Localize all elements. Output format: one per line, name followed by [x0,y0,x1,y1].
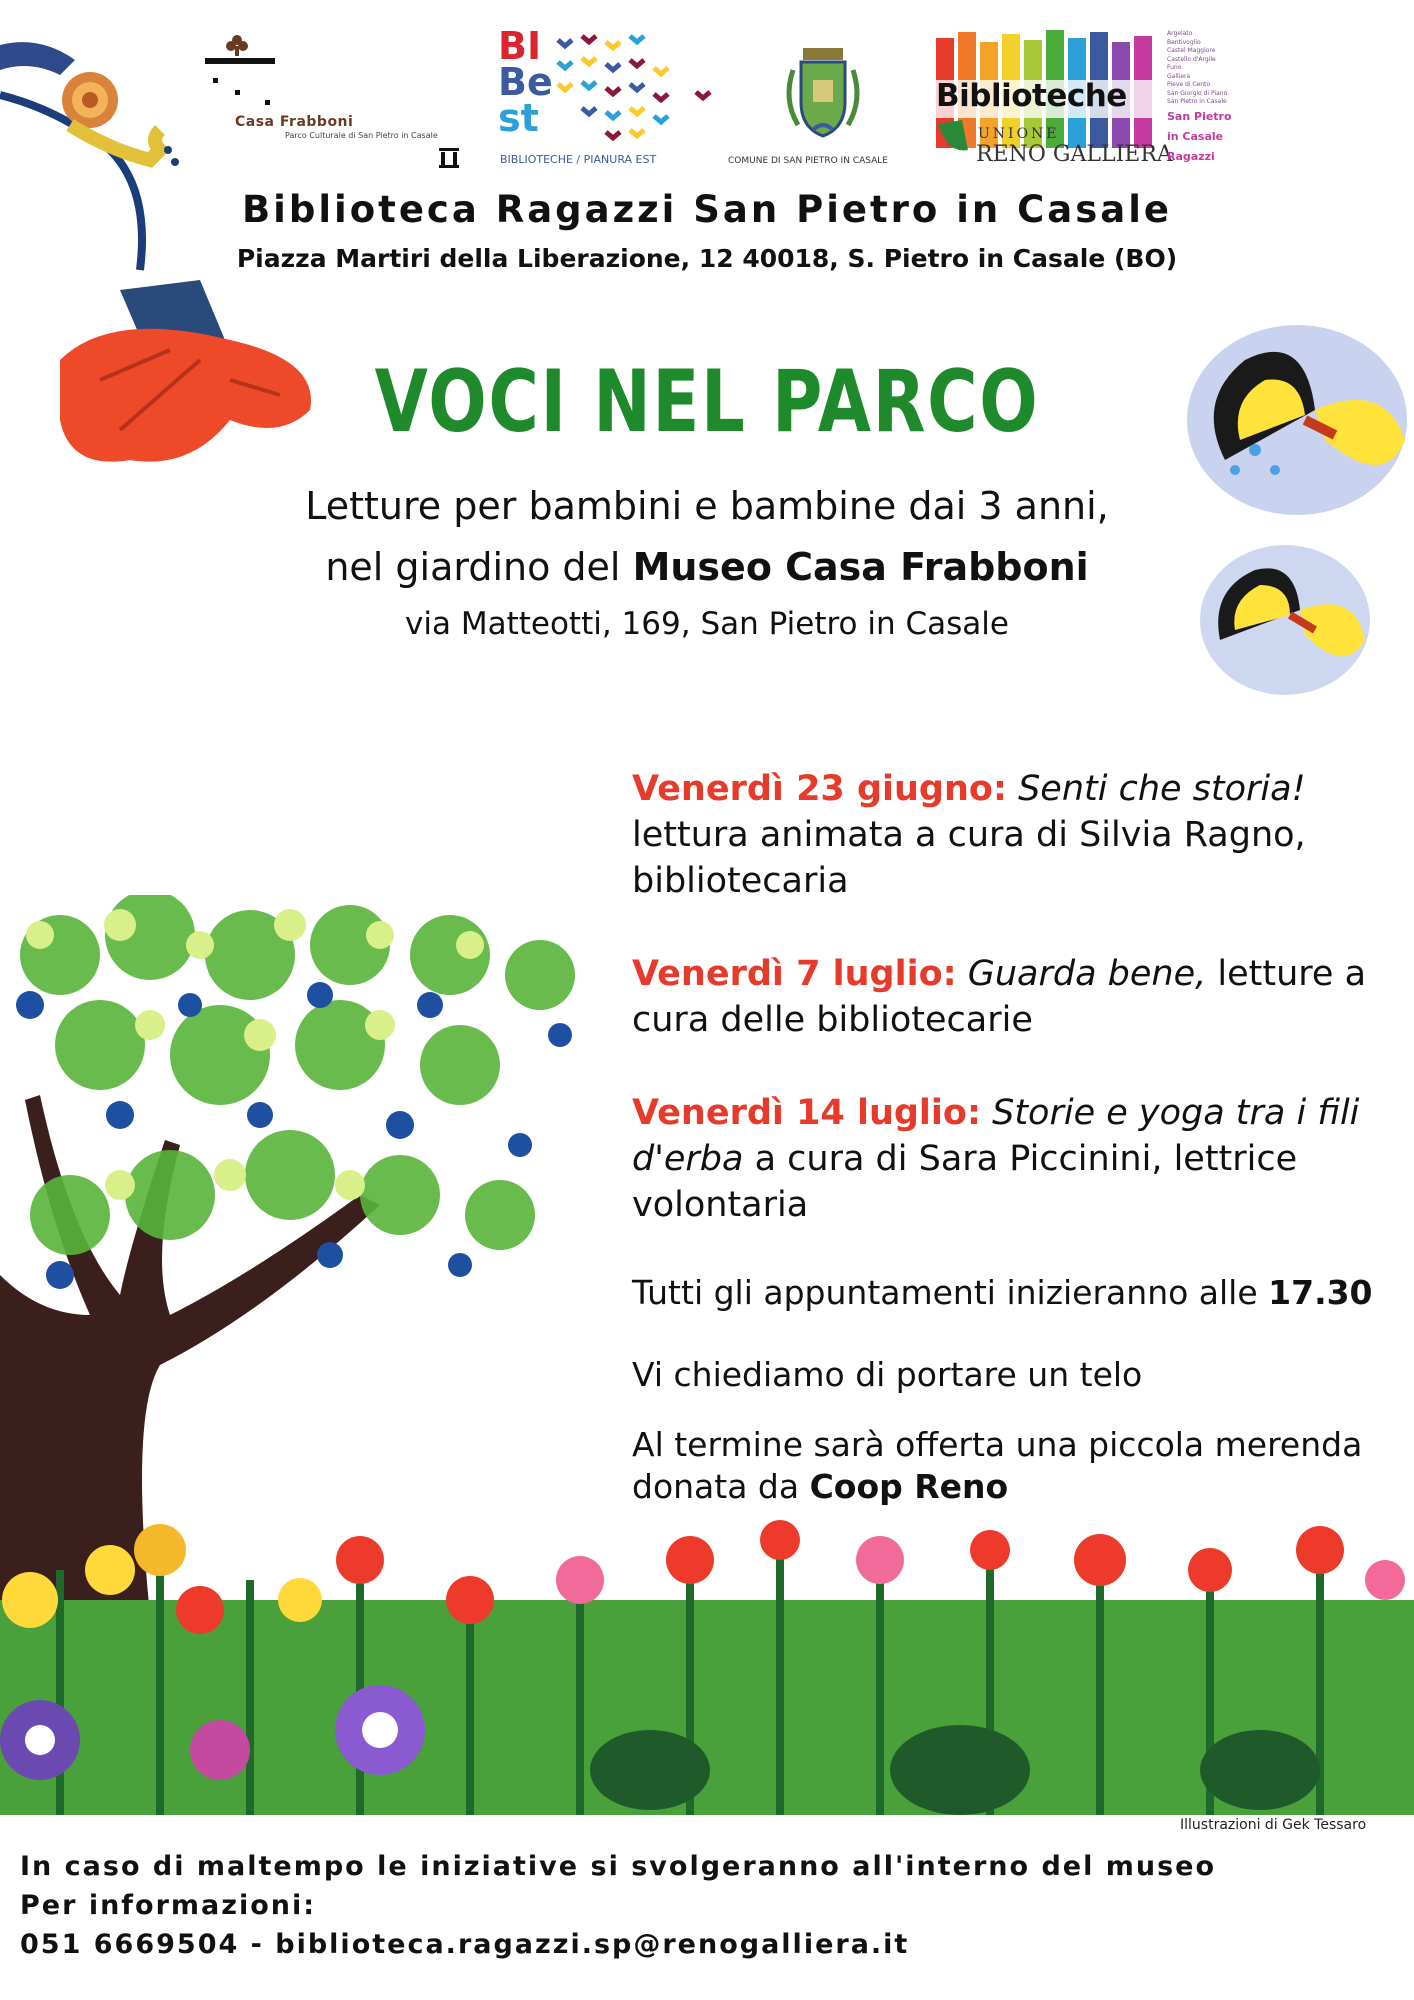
bibest-caption: BIBLIOTECHE / PIANURA EST [500,153,657,166]
event-item [632,1090,1392,1228]
building-icon [437,146,461,168]
event-details: letture a cura delle bibliotecarie [632,954,1367,1040]
town-item: Funo [1167,64,1182,71]
library-address: Piazza Martiri della Liberazione, 12 40018, S. Pietro in Casale (BO) [236,244,1178,273]
start-time-note [632,1272,1392,1314]
snack-note [632,1424,1392,1508]
library-name: Biblioteca Ragazzi San Pietro in Casale [241,188,1173,231]
blanket-note: Vi chiediamo di portare un telo [632,1355,1143,1394]
event-date: Venerdì 7 luglio: [632,954,957,994]
town-strong-item: Ragazzi [1167,149,1215,163]
meadow-illustration [0,1520,1414,1815]
town-item: Argelato [1167,30,1193,37]
town-item: Castello d'Argile [1167,55,1216,63]
footer-info [20,1847,1216,1964]
event-date: Venerdì 14 luglio: [632,1093,981,1133]
bibest-letters [498,24,553,140]
towns-list [1167,30,1257,167]
event-name: Guarda bene, [967,954,1207,994]
casa-frabboni-logo [195,28,465,173]
comune-caption: COMUNE DI SAN PIETRO IN CASALE [728,156,888,166]
bibest-letters-row: BI [498,24,542,68]
events-list [632,766,1392,1275]
intro-line-2 [0,545,1414,589]
town-item: Pieve di Cento [1167,81,1211,88]
museum-name: Museo Casa Frabboni [632,545,1089,589]
bad-weather-note: In caso di maltempo le iniziative si svolgeranno all'interno del museo [20,1851,1217,1882]
coat-of-arms-icon [773,40,873,150]
town-item: San Giorgio di Piano [1167,89,1228,97]
reno-name-label: RENO GALLIERA [976,142,1173,167]
bibest-letters-row: Be [498,60,553,104]
chevrons-icon [556,32,726,142]
town-item: San Pietro in Casale [1167,98,1227,105]
snack-text: Al termine sarà offerta una piccola merenda donata da [632,1425,1363,1506]
event-date: Venerdì 23 giugno: [632,769,1007,809]
event-item [632,766,1392,904]
contact-info: 051 6669504 - biblioteca.ragazzi.sp@renogalliera.it [20,1929,910,1960]
intro-line-1: Letture per bambini e bambine dai 3 anni, [305,484,1109,528]
event-name: Senti che storia! [1018,769,1306,809]
reno-big-label: Biblioteche [936,78,1127,114]
tree-illustration [0,895,620,1615]
event-item [632,951,1392,1043]
town-item: Castel Maggiore [1167,47,1216,54]
bibest-logo [498,24,723,173]
event-details: lettura animata a cura di Silvia Ragno, bibliotecaria [632,815,1306,901]
intro-line-2-text: nel giardino del [325,545,633,589]
casa-frabboni-subtitle: Parco Culturale di San Pietro in Casale [285,131,438,140]
venue-address: via Matteotti, 169, San Pietro in Casale [405,606,1009,642]
town-item: Bentivoglio [1167,38,1201,46]
town-strong-item: in Casale [1167,129,1224,143]
reno-unione-label: UNIONE [978,126,1060,142]
sponsor-name: Coop Reno [809,1467,1009,1506]
bibest-letters-row: st [498,96,539,140]
tree-logo-icon [195,28,285,108]
event-name: Storie e yoga tra i fili d'erba [632,1093,1360,1179]
event-details: a cura di Sara Piccinini, lettrice volontaria [632,1139,1298,1225]
casa-frabboni-title: Casa Frabboni [235,114,354,130]
town-item: Galliera [1167,72,1191,80]
illustration-credit: Illustrazioni di Gek Tessaro [1180,1817,1367,1833]
comune-logo [728,40,918,170]
start-time-text: Tutti gli appuntamenti inizieranno alle [632,1273,1269,1312]
start-time: 17.30 [1268,1273,1373,1312]
info-label: Per informazioni: [20,1890,317,1921]
town-strong-item: San Pietro [1167,109,1232,123]
event-title: VOCI NEL PARCO [374,352,1040,452]
